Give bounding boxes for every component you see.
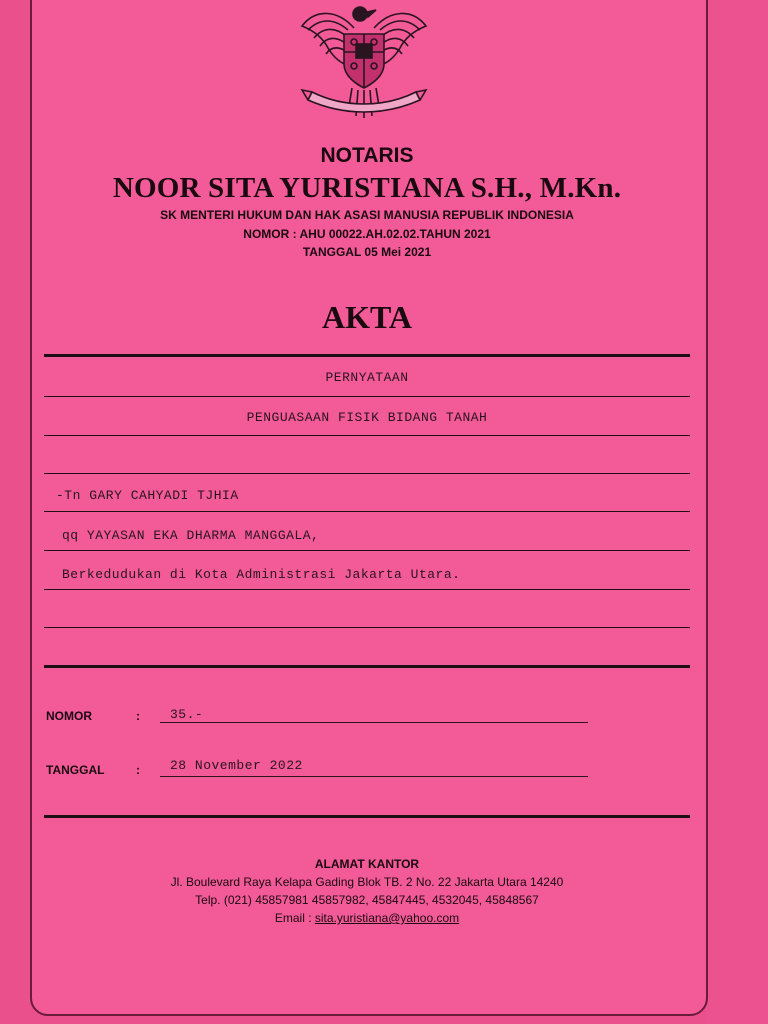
deed-line-6: Berkedudukan di Kota Administrasi Jakarta Utara.	[62, 567, 461, 582]
deed-line-2: PENGUASAAN FISIK BIDANG TANAH	[246, 410, 488, 425]
tanggal-value: 28 November 2022	[170, 758, 303, 773]
decree-number: NOMOR : AHU 00022.AH.02.02.TAHUN 2021	[243, 227, 491, 241]
deed-heading: AKTA	[321, 299, 413, 335]
email-label: Email :	[274, 911, 315, 925]
divider-bottom	[44, 815, 690, 818]
office-address: Jl. Boulevard Raya Kelapa Gading Blok TB. 2 No. 22 Jakarta Utara 14240	[170, 875, 564, 889]
decree-authority: SK MENTERI HUKUM DAN HAK ASASI MANUSIA REPUBLIK INDONESIA	[160, 208, 574, 222]
office-title: ALAMAT KANTOR	[314, 857, 420, 871]
ruled-line	[44, 511, 690, 512]
office-phone: Telp. (021) 45857981 45857982, 45847445, 4532045, 45848567	[195, 893, 539, 907]
garuda-emblem-icon	[298, 0, 430, 124]
tanggal-underline	[160, 776, 588, 777]
divider-middle	[44, 665, 690, 668]
cover-edge	[706, 0, 768, 1024]
notary-name: NOOR SITA YURISTIANA S.H., M.Kn.	[112, 172, 622, 204]
tanggal-label: TANGGAL	[46, 763, 105, 777]
nomor-colon: :	[136, 709, 140, 723]
deed-line-5: qq YAYASAN EKA DHARMA MANGGALA,	[62, 528, 320, 543]
ruled-line	[44, 589, 690, 590]
ruled-line	[44, 473, 690, 474]
ruled-line	[44, 550, 690, 551]
decree-date: TANGGAL 05 Mei 2021	[302, 245, 432, 259]
ruled-line	[44, 435, 690, 436]
deed-line-1: PERNYATAAN	[325, 370, 409, 385]
email-link[interactable]: sita.yuristiana@yahoo.com	[314, 911, 460, 925]
ruled-line	[44, 627, 690, 628]
notary-title: NOTARIS	[320, 144, 414, 167]
ruled-line	[44, 396, 690, 397]
deed-line-4: -Tn GARY CAHYADI TJHIA	[56, 488, 239, 503]
office-email	[30, 911, 704, 925]
divider-top	[44, 354, 690, 357]
tanggal-colon: :	[136, 763, 140, 777]
nomor-underline	[160, 722, 588, 723]
nomor-label: NOMOR	[46, 709, 92, 723]
nomor-value: 35.-	[170, 707, 204, 722]
